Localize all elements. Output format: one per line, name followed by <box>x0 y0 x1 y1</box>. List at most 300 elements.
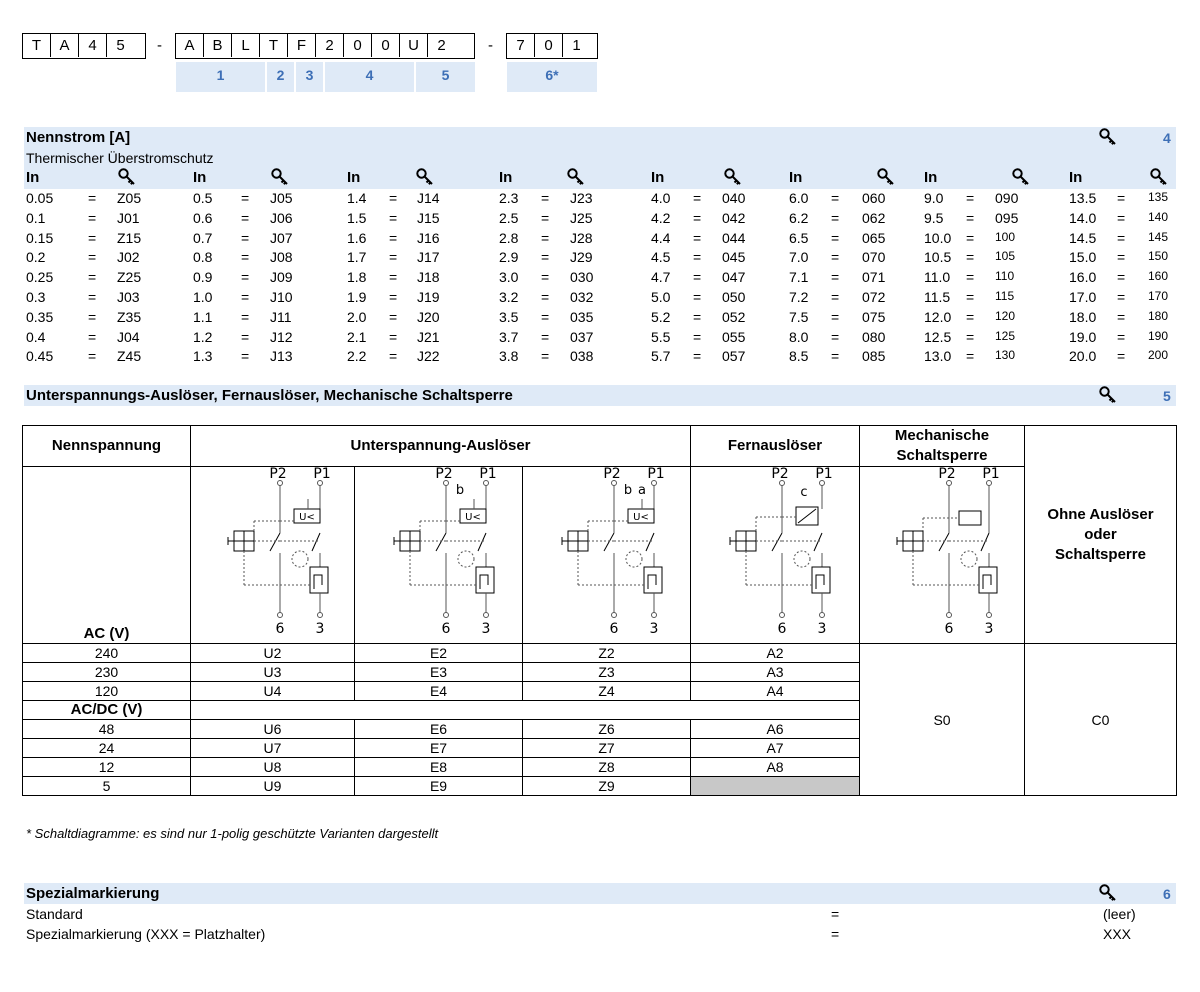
code-cell: E4 <box>355 682 523 701</box>
in-code: 100 <box>995 229 1016 244</box>
equals-sign: = <box>693 229 702 246</box>
in-code: J06 <box>270 209 293 226</box>
in-code: 080 <box>862 328 886 345</box>
in-code: J21 <box>417 328 440 345</box>
in-code: 050 <box>722 289 746 305</box>
in-code: 065 <box>862 229 886 246</box>
equals-sign: = <box>241 249 250 266</box>
equals-sign: = <box>831 328 840 345</box>
in-code: 090 <box>995 190 1019 206</box>
code-group-1 <box>22 33 146 59</box>
in-code: J02 <box>117 249 140 266</box>
spezial-number: 6 <box>1163 886 1171 902</box>
code-cell: Z9 <box>523 777 691 796</box>
equals-sign: = <box>389 269 398 286</box>
code-char: 4 <box>79 34 107 57</box>
in-code: 047 <box>722 269 746 286</box>
equals-sign: = <box>541 328 550 345</box>
in-code: J19 <box>417 289 440 305</box>
in-code: J13 <box>270 348 293 365</box>
p1-label: P1 <box>982 467 1000 482</box>
in-value: 2.5 <box>499 209 519 226</box>
segment-1: 1 <box>176 62 265 92</box>
in-value: 14.5 <box>1069 229 1097 246</box>
in-code: 057 <box>722 348 746 365</box>
in-value: 3.5 <box>499 308 519 325</box>
in-header: In <box>193 169 207 186</box>
code-cell: U8 <box>191 758 355 777</box>
u-label: U< <box>298 512 315 523</box>
in-header: In <box>651 169 665 186</box>
in-value: 3.0 <box>499 269 519 286</box>
code-char: F <box>288 34 316 57</box>
code-char: 2 <box>316 34 344 57</box>
code-char: 0 <box>372 34 400 57</box>
equals-sign: = <box>541 308 550 325</box>
in-code: 035 <box>570 308 594 325</box>
segment-5: 5 <box>416 62 475 92</box>
in-code: 120 <box>995 308 1016 323</box>
equals-sign: = <box>88 289 97 305</box>
key-icon <box>1150 168 1168 186</box>
equals-sign: = <box>541 348 550 365</box>
ausloeser-number: 5 <box>1163 388 1171 404</box>
diagram-unterspannung-3 <box>523 467 691 644</box>
in-value: 13.0 <box>924 348 952 365</box>
header-mechanische-schaltsperre: Mechanische Schaltsperre <box>860 426 1025 467</box>
terminal-6-label: 6 <box>944 621 954 637</box>
in-value: 0.8 <box>193 249 213 266</box>
equals-sign: = <box>693 289 702 305</box>
equals-sign: = <box>389 229 398 246</box>
in-value: 20.0 <box>1069 348 1097 365</box>
code-char: 1 <box>572 37 581 54</box>
code-char: 0 <box>535 34 563 57</box>
in-code: J10 <box>270 289 293 305</box>
equals-sign: = <box>831 289 840 305</box>
p2-label: P2 <box>434 467 453 482</box>
p2-label: P2 <box>602 467 621 482</box>
code-cell: Z6 <box>523 720 691 739</box>
equals-sign: = <box>966 269 975 286</box>
voltage-cell: 120 <box>23 682 191 701</box>
in-code: Z25 <box>117 269 142 286</box>
key-icon <box>416 168 434 186</box>
equals-sign: = <box>541 229 550 246</box>
in-code: J20 <box>417 308 440 325</box>
in-code: 032 <box>570 289 594 305</box>
nennstrom-number: 4 <box>1163 130 1171 146</box>
in-value: 0.9 <box>193 269 213 286</box>
equals-sign: = <box>831 249 840 266</box>
in-code: Z15 <box>117 229 142 246</box>
equals-sign: = <box>88 328 97 345</box>
equals-sign: = <box>1117 229 1126 246</box>
code-cell: E6 <box>355 720 523 739</box>
in-code: 044 <box>722 229 746 246</box>
in-header: In <box>924 169 938 186</box>
in-header: In <box>26 169 40 186</box>
code-cell: A6 <box>691 720 860 739</box>
in-value: 4.0 <box>651 190 671 206</box>
equals-sign: = <box>1117 209 1126 226</box>
spezial-band <box>24 883 1176 904</box>
key-icon <box>1099 128 1117 146</box>
equals-sign: = <box>389 348 398 365</box>
in-value: 5.0 <box>651 289 671 305</box>
in-code: J17 <box>417 249 440 266</box>
in-value: 5.2 <box>651 308 671 325</box>
in-code: 040 <box>722 190 746 206</box>
voltage-cell: 48 <box>23 720 191 739</box>
in-value: 6.2 <box>789 209 809 226</box>
in-value: 3.8 <box>499 348 519 365</box>
u-label: U< <box>632 512 649 523</box>
terminal-6-label: 6 <box>777 621 787 637</box>
equals-sign: = <box>966 308 975 325</box>
in-code: 110 <box>995 269 1015 284</box>
in-value: 0.2 <box>26 249 46 266</box>
in-value: 2.0 <box>347 308 367 325</box>
circuit-diagram-a <box>700 467 850 639</box>
code-char: T <box>23 34 51 57</box>
equals-sign: = <box>831 348 840 365</box>
in-code: 130 <box>995 348 1016 363</box>
equals-sign: = <box>88 209 97 226</box>
in-code: 042 <box>722 209 746 226</box>
c-label: c <box>800 485 808 500</box>
diagram-unterspannung-2 <box>355 467 523 644</box>
code-cell: E9 <box>355 777 523 796</box>
nennstrom-title: Nennstrom [A] <box>26 129 131 146</box>
in-value: 7.5 <box>789 308 809 325</box>
in-value: 1.7 <box>347 249 367 266</box>
in-value: 12.5 <box>924 328 952 345</box>
terminal-3-label: 3 <box>481 621 490 637</box>
in-code: 200 <box>1148 348 1169 363</box>
in-code: 052 <box>722 308 746 325</box>
in-code: J07 <box>270 229 293 246</box>
in-header: In <box>789 169 803 186</box>
in-code: 038 <box>570 348 594 365</box>
terminal-3-label: 3 <box>315 621 324 637</box>
circuit-diagram-e <box>364 467 514 639</box>
in-code: J11 <box>270 308 292 325</box>
in-code: J01 <box>117 209 140 226</box>
in-code: J15 <box>417 209 440 226</box>
in-code: 045 <box>722 249 746 266</box>
diagram-unterspannung-1 <box>191 467 355 644</box>
in-code: 135 <box>1148 190 1169 204</box>
code-cell: A4 <box>691 682 860 701</box>
in-value: 0.45 <box>26 348 54 365</box>
code-cell: E3 <box>355 663 523 682</box>
in-code: J05 <box>270 190 293 206</box>
segment-4: 4 <box>325 62 414 92</box>
code-char: 5 <box>116 37 125 54</box>
equals-sign: = <box>693 269 702 286</box>
header-ohne: Ohne Auslöser oder Schaltsperre <box>1025 426 1177 644</box>
in-value: 5.5 <box>651 328 671 345</box>
equals-sign: = <box>389 328 398 345</box>
in-code: 115 <box>995 289 1015 303</box>
in-value: 2.2 <box>347 348 367 365</box>
equals-sign: = <box>389 308 398 325</box>
equals-sign: = <box>389 249 398 266</box>
in-value: 1.4 <box>347 190 367 206</box>
in-code: 150 <box>1148 249 1169 264</box>
equals-sign: = <box>693 190 702 206</box>
equals-sign: = <box>1117 190 1126 206</box>
spezial-row-standard-eq: = <box>831 906 840 922</box>
in-code: J25 <box>570 209 593 226</box>
code-cell: E2 <box>355 644 523 663</box>
code-cell: E7 <box>355 739 523 758</box>
in-value: 0.5 <box>193 190 213 206</box>
voltage-cell: 24 <box>23 739 191 758</box>
header-fernausloeser: Fernauslöser <box>691 426 860 467</box>
terminal-6-label: 6 <box>275 621 284 637</box>
in-value: 18.0 <box>1069 308 1097 325</box>
in-value: 13.5 <box>1069 190 1097 206</box>
code-separator: - <box>488 37 493 54</box>
in-value: 0.35 <box>26 308 54 325</box>
key-icon <box>1012 168 1030 186</box>
in-value: 11.5 <box>924 289 951 305</box>
in-value: 10.0 <box>924 229 952 246</box>
equals-sign: = <box>88 269 97 286</box>
in-code: J14 <box>417 190 440 206</box>
in-code: J03 <box>117 289 140 305</box>
in-code: 140 <box>1148 209 1169 224</box>
p2-label: P2 <box>771 467 789 482</box>
code-char: T <box>260 34 288 57</box>
equals-sign: = <box>88 229 97 246</box>
in-code: 190 <box>1148 328 1169 343</box>
equals-sign: = <box>966 190 975 206</box>
in-code: 071 <box>862 269 886 286</box>
spezial-title: Spezialmarkierung <box>26 885 160 902</box>
equals-sign: = <box>241 328 250 345</box>
spezial-row-standard-label: Standard <box>26 906 83 922</box>
equals-sign: = <box>241 289 250 305</box>
segment-6: 6* <box>507 62 597 92</box>
in-value: 0.05 <box>26 190 54 206</box>
diagram-mechanisch <box>860 467 1025 644</box>
circuit-diagram-s <box>867 467 1017 639</box>
key-icon <box>1099 884 1117 902</box>
in-header: In <box>499 169 513 186</box>
in-value: 1.3 <box>193 348 213 365</box>
in-header: In <box>1069 169 1083 186</box>
equals-sign: = <box>831 269 840 286</box>
in-value: 1.5 <box>347 209 367 226</box>
in-value: 17.0 <box>1069 289 1097 305</box>
p2-label: P2 <box>268 467 287 482</box>
p1-label: P1 <box>646 467 665 482</box>
code-cell: A8 <box>691 758 860 777</box>
code-cell: Z8 <box>523 758 691 777</box>
code-separator: - <box>157 37 162 54</box>
equals-sign: = <box>1117 249 1126 266</box>
in-value: 2.3 <box>499 190 519 206</box>
equals-sign: = <box>541 249 550 266</box>
in-value: 2.9 <box>499 249 519 266</box>
in-code: J23 <box>570 190 593 206</box>
equals-sign: = <box>831 209 840 226</box>
equals-sign: = <box>241 308 250 325</box>
in-code: 055 <box>722 328 746 345</box>
b-label: b <box>623 483 632 498</box>
in-code: 070 <box>862 249 886 266</box>
in-value: 16.0 <box>1069 269 1097 286</box>
code-char: A <box>176 34 204 57</box>
in-value: 6.0 <box>789 190 809 206</box>
in-value: 1.1 <box>193 308 213 325</box>
code-cell: E8 <box>355 758 523 777</box>
in-code: J16 <box>417 229 440 246</box>
in-value: 4.5 <box>651 249 671 266</box>
in-value: 2.1 <box>347 328 367 345</box>
in-value: 15.0 <box>1069 249 1097 266</box>
b-label: b <box>455 483 464 498</box>
equals-sign: = <box>966 229 975 246</box>
code-cell: U6 <box>191 720 355 739</box>
key-icon <box>724 168 742 186</box>
equals-sign: = <box>966 328 975 345</box>
code-cell: Z7 <box>523 739 691 758</box>
ausloeser-title: Unterspannungs-Auslöser, Fernauslöser, Mechanische Schaltsperre <box>26 387 513 404</box>
equals-sign: = <box>241 269 250 286</box>
terminal-3-label: 3 <box>984 621 994 637</box>
key-icon <box>271 168 289 186</box>
equals-sign: = <box>1117 328 1126 345</box>
in-value: 9.0 <box>924 190 944 206</box>
in-code: 145 <box>1148 229 1169 244</box>
equals-sign: = <box>241 348 250 365</box>
key-icon <box>118 168 136 186</box>
in-code: 062 <box>862 209 886 226</box>
in-code: Z05 <box>117 190 142 206</box>
u-label: U< <box>464 512 481 523</box>
in-code: 037 <box>570 328 594 345</box>
equals-sign: = <box>831 229 840 246</box>
segment-2: 2 <box>267 62 294 92</box>
equals-sign: = <box>831 308 840 325</box>
equals-sign: = <box>1117 348 1126 365</box>
equals-sign: = <box>241 209 250 226</box>
in-value: 2.8 <box>499 229 519 246</box>
equals-sign: = <box>693 209 702 226</box>
code-cell: Z3 <box>523 663 691 682</box>
in-value: 4.7 <box>651 269 671 286</box>
equals-sign: = <box>541 269 550 286</box>
in-value: 0.4 <box>26 328 46 345</box>
in-value: 7.2 <box>789 289 809 305</box>
terminal-6-label: 6 <box>441 621 450 637</box>
equals-sign: = <box>541 209 550 226</box>
in-value: 0.25 <box>26 269 54 286</box>
equals-sign: = <box>88 348 97 365</box>
in-value: 0.6 <box>193 209 213 226</box>
terminal-3-label: 3 <box>649 621 658 637</box>
code-group-3 <box>506 33 598 59</box>
in-value: 8.0 <box>789 328 809 345</box>
in-code: 060 <box>862 190 886 206</box>
in-value: 5.7 <box>651 348 671 365</box>
code-cell: Z4 <box>523 682 691 701</box>
code-char: 0 <box>344 34 372 57</box>
circuit-diagram-z <box>532 467 682 639</box>
in-value: 9.5 <box>924 209 944 226</box>
equals-sign: = <box>693 249 702 266</box>
in-value: 19.0 <box>1069 328 1097 345</box>
in-code: Z45 <box>117 348 142 365</box>
in-code: J12 <box>270 328 293 345</box>
equals-sign: = <box>389 209 398 226</box>
in-value: 11.0 <box>924 269 951 286</box>
code-cell: U3 <box>191 663 355 682</box>
key-icon <box>877 168 895 186</box>
in-code: J09 <box>270 269 293 286</box>
in-value: 10.5 <box>924 249 952 266</box>
in-code: J29 <box>570 249 593 266</box>
in-value: 4.4 <box>651 229 671 246</box>
in-code: J28 <box>570 229 593 246</box>
spezial-row-xxx-label: Spezialmarkierung (XXX = Platzhalter) <box>26 926 266 942</box>
code-cell: A3 <box>691 663 860 682</box>
empty-cell <box>691 777 860 796</box>
in-value: 0.7 <box>193 229 213 246</box>
nennstrom-subtitle: Thermischer Überstromschutz <box>26 150 214 166</box>
code-char: 2 <box>437 37 446 54</box>
in-value: 3.7 <box>499 328 519 345</box>
segment-3: 3 <box>296 62 323 92</box>
equals-sign: = <box>88 190 97 206</box>
header-unterspannung: Unterspannung-Auslöser <box>191 426 691 467</box>
in-code: 180 <box>1148 308 1169 323</box>
code-cell: U2 <box>191 644 355 663</box>
code-cell: U4 <box>191 682 355 701</box>
ausloeser-table <box>22 425 1177 796</box>
empty-cell <box>191 701 860 720</box>
equals-sign: = <box>1117 269 1126 286</box>
equals-sign: = <box>389 190 398 206</box>
in-header: In <box>347 169 361 186</box>
mech-code-cell: S0 <box>860 644 1025 796</box>
in-code: 072 <box>862 289 886 305</box>
in-value: 6.5 <box>789 229 809 246</box>
in-value: 1.2 <box>193 328 213 345</box>
in-value: 8.5 <box>789 348 809 365</box>
footnote: * Schaltdiagramme: es sind nur 1-polig geschützte Varianten dargestellt <box>26 826 439 841</box>
in-code: 125 <box>995 328 1016 343</box>
equals-sign: = <box>693 348 702 365</box>
in-code: J22 <box>417 348 440 365</box>
in-value: 1.9 <box>347 289 367 305</box>
terminal-6-label: 6 <box>609 621 618 637</box>
in-value: 0.15 <box>26 229 54 246</box>
in-value: 12.0 <box>924 308 952 325</box>
equals-sign: = <box>1117 308 1126 325</box>
voltage-cell: 240 <box>23 644 191 663</box>
in-code: 075 <box>862 308 886 325</box>
code-char: 7 <box>507 34 535 57</box>
code-group-2 <box>175 33 475 59</box>
key-icon <box>567 168 585 186</box>
equals-sign: = <box>389 289 398 305</box>
spezial-row-standard-value: (leer) <box>1103 906 1136 922</box>
